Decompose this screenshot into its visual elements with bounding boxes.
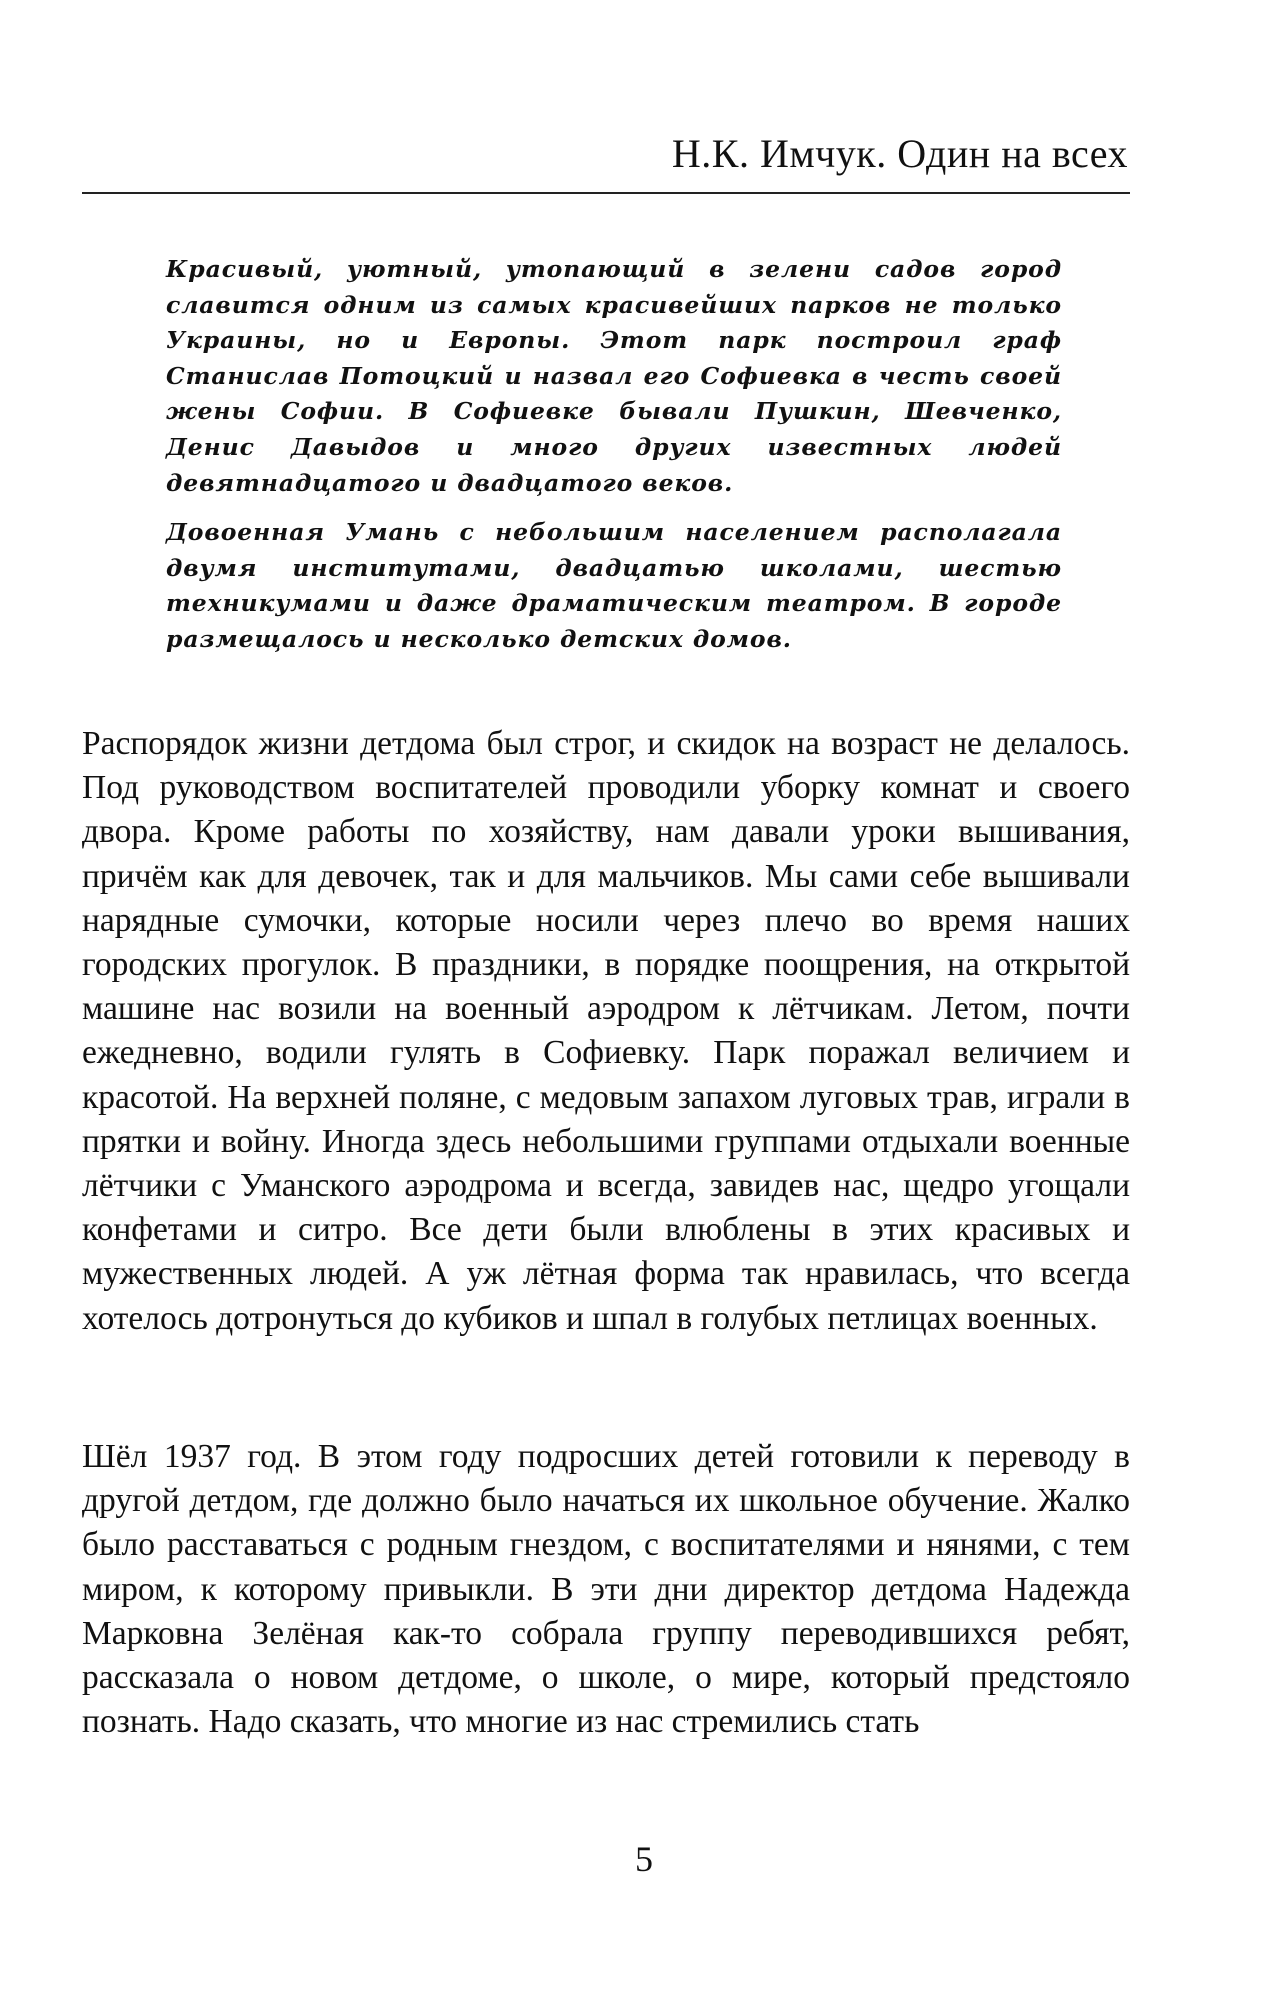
page-number: 5 <box>635 1839 653 1879</box>
body-paragraph-block <box>82 1435 1130 1744</box>
epigraph-paragraph: Довоенная Умань с небольшим населением располагала двумя институтами, двадцатью школами, шестью техникумами и даже драматическим театром. В городе размещалось и несколько детских домов. <box>166 518 1062 653</box>
body-paragraph: Распорядок жизни детдома был строг, и скидок на возраст не делалось. Под руководством воспитателей проводили уборку комнат и своего двора. Кроме работы по хозяйству, нам давали уроки вышивания, причём как для девочек, так и для мальчиков. Мы сами себе вышивали нарядные сумочки, которые носили через плечо во время наших городских прогулок. В праздники, в порядке поощрения, на открытой машине нас возили на военный аэродром к лётчикам. Летом, почти ежедневно, водили гулять в Софиевку. Парк поражал величием и красотой. На верхней поляне, с медовым запахом луговых трав, играли в прятки и войну. Иногда здесь небольшими группами отдыхали военные лётчики с Уманского аэродрома и всегда, завидев нас, щедро угощали конфетами и ситро. Все дети были влюблены в этих красивых и мужественных людей. А уж лётная форма так нравилась, что всегда хотелось дотронуться до кубиков и шпал в голубых петлицах военных. <box>82 725 1130 1337</box>
body-paragraph-block <box>82 722 1130 1341</box>
epigraph-paragraph: Красивый, уютный, утопающий в зелени садов город славится одним из самых красивейших парков не только Украины, но и Европы. Этот парк построил граф Станислав Потоцкий и назвал его Софиевка в честь своей жены Софии. В Софиевке бывали Пушкин, Шевченко, Денис Давыдов и много других известных людей девятнадцатого и двадцатого веков. <box>166 255 1062 497</box>
body-paragraph: Шёл 1937 год. В этом году подросших детей готовили к переводу в другой детдом, где должно было начаться их школьное обучение. Жалко было расставаться с родным гнездом, с воспитателями и нянями, с тем миром, к которому привыкли. В эти дни директор детдома Надежда Марковна Зелёная как-то собрала группу переводившихся ребят, рассказала о новом детдоме, о школе, о мире, который предстояло познать. Надо сказать, что многие из нас стремились стать <box>82 1438 1130 1741</box>
running-head: Н.К. Имчук. Один на всех <box>671 131 1128 176</box>
epigraph <box>166 252 1062 658</box>
header-rule <box>82 192 1130 194</box>
